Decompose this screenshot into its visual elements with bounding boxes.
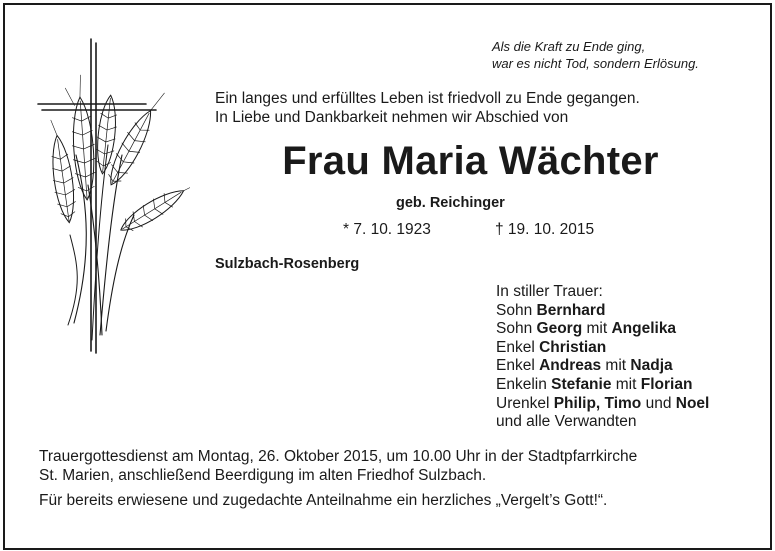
mourners-closing: und alle Verwandten xyxy=(496,413,637,431)
mourner-line: Enkel Christian xyxy=(496,338,607,356)
birth-date: * 7. 10. 1923 xyxy=(343,221,431,238)
motto-line-2: war es nicht Tod, sondern Erlösung. xyxy=(492,56,699,71)
death-date: † 19. 10. 2015 xyxy=(495,221,595,238)
cross-with-wheat-icon xyxy=(30,35,190,365)
intro-text xyxy=(215,89,640,127)
mourner-line: Enkel Andreas mit Nadja xyxy=(496,357,673,375)
mourner-line: Sohn Bernhard xyxy=(496,301,606,319)
mourner-line: Sohn Georg mit Angelika xyxy=(496,320,677,338)
place-of-residence: Sulzbach-Rosenberg xyxy=(215,256,360,272)
motto xyxy=(492,38,699,72)
intro-line-1: Ein langes und erfülltes Leben ist friedvoll zu Ende gegangen. xyxy=(215,90,640,107)
mourners-heading: In stiller Trauer: xyxy=(496,283,603,300)
service-line-1: Trauergottesdienst am Montag, 26. Oktober 2015, um 10.00 Uhr in der Stadtpfarrkirche xyxy=(39,448,638,465)
service-info xyxy=(39,447,739,485)
mourners-list xyxy=(496,283,709,432)
motto-line-1: Als die Kraft zu Ende ging, xyxy=(492,39,646,54)
thanks-text: Für bereits erwiesene und zugedachte Anteilnahme ein herzliches „Vergelt’s Gott!“. xyxy=(39,492,608,509)
maiden-name: geb. Reichinger xyxy=(396,195,505,211)
mourner-line: Enkelin Stefanie mit Florian xyxy=(496,375,693,393)
deceased-name: Frau Maria Wächter xyxy=(282,139,659,183)
mourner-line: Urenkel Philip, Timo und Noel xyxy=(496,394,710,412)
intro-line-2: In Liebe und Dankbarkeit nehmen wir Abschied von xyxy=(215,109,569,126)
service-line-2: St. Marien, anschließend Beerdigung im alten Friedhof Sulzbach. xyxy=(39,467,487,484)
